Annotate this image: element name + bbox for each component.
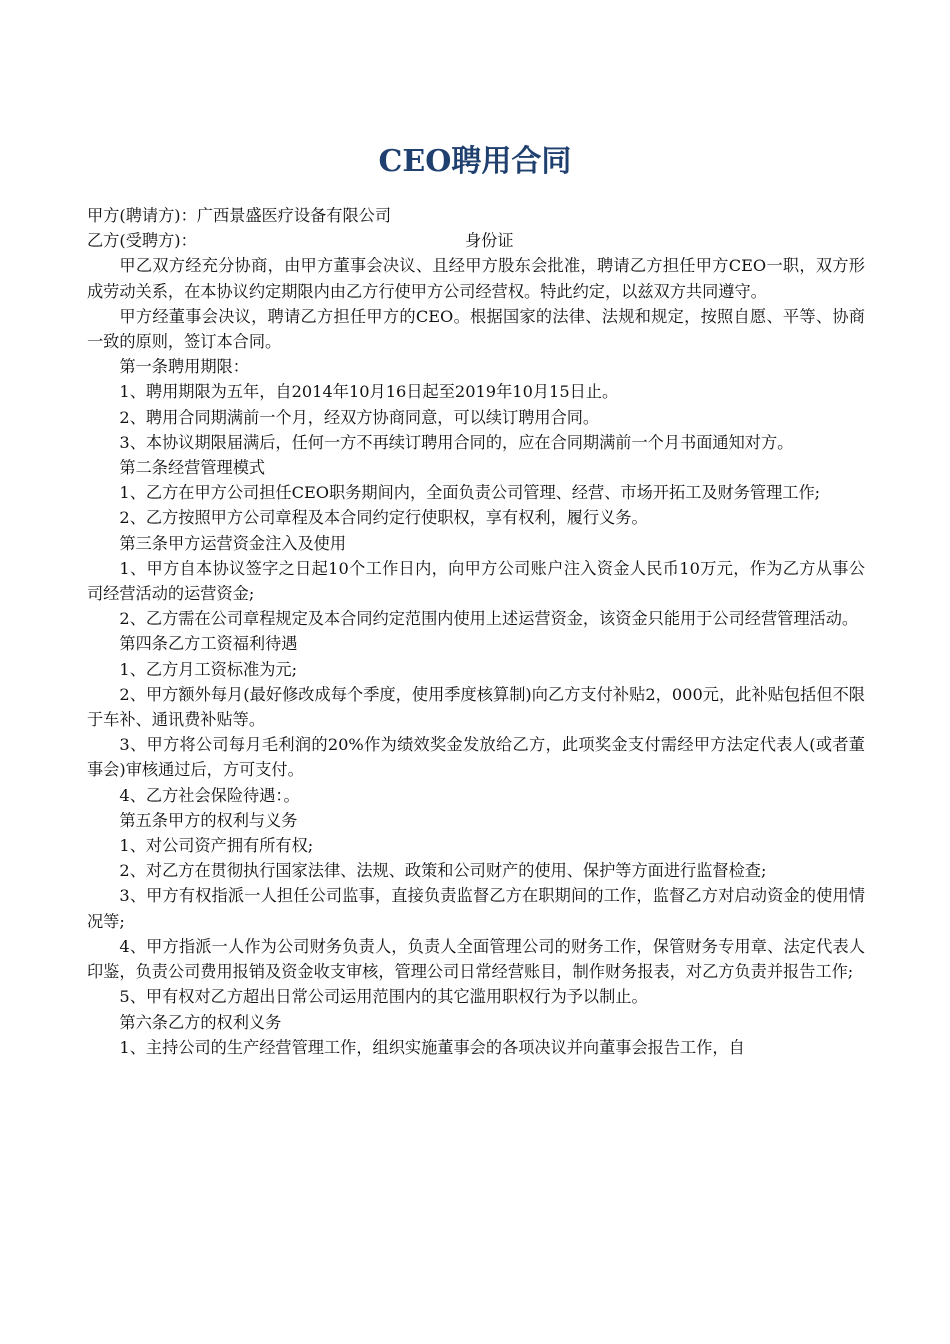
clause: 3、甲方有权指派一人担任公司监事，直接负责监督乙方在职期间的工作，监督乙方对启动资金的使用情况等; xyxy=(87,886,865,931)
document-body xyxy=(87,203,865,1060)
section-heading: 第二条经营管理模式 xyxy=(119,458,266,478)
clause: 2、乙方按照甲方公司章程及本合同约定行使职权，享有权利，履行义务。 xyxy=(119,508,648,528)
clause: 1、聘用期限为五年，自2014年10月16日起至2019年10月15日止。 xyxy=(119,382,619,402)
document-title: CEO聘用合同 xyxy=(378,144,572,179)
section-heading: 第四条乙方工资福利待遇 xyxy=(119,634,298,654)
clause: 1、对公司资产拥有所有权; xyxy=(119,836,314,856)
clause: 4、乙方社会保险待遇：。 xyxy=(119,785,300,805)
paragraph: 甲方经董事会决议，聘请乙方担任甲方的CEO。根据国家的法律、法规和规定，按照自愿、平等、协商一致的原则，签订本合同。 xyxy=(87,306,865,352)
clause: 2、聘用合同期满前一个月，经双方协商同意，可以续订聘用合同。 xyxy=(119,407,600,427)
clause: 1、乙方在甲方公司担任CEO职务期间内，全面负责公司管理、经营、市场开拓工及财务管理工作; xyxy=(119,483,821,503)
clause: 5、甲有权对乙方超出日常公司运用范围内的其它滥用职权行为予以制止。 xyxy=(119,987,648,1007)
clause: 2、乙方需在公司章程规定及本合同约定范围内使用上述运营资金，该资金只能用于公司经营管理活动。 xyxy=(119,609,859,629)
party-b-id-label: 身份证 xyxy=(465,231,514,251)
section-heading: 第五条甲方的权利与义务 xyxy=(119,810,298,830)
clause: 1、乙方月工资标准为元; xyxy=(119,659,298,679)
section-heading: 第六条乙方的权利义务 xyxy=(119,1012,282,1032)
party-a-line: 甲方(聘请方)：广西景盛医疗设备有限公司 xyxy=(87,206,392,225)
clause: 4、甲方指派一人作为公司财务负责人，负责人全面管理公司的财务工作，保管财务专用章、法定代表人印鉴，负责公司费用报销及资金收支审核，管理公司日常经营账目，制作财务报表，对乙方负责并报告工作; xyxy=(87,936,865,982)
section-heading: 第一条聘用期限： xyxy=(119,357,249,377)
clause: 2、对乙方在贯彻执行国家法律、法规、政策和公司财产的使用、保护等方面进行监督检查; xyxy=(119,861,767,881)
party-b-line xyxy=(87,228,865,253)
clause: 2、甲方额外每月(最好修改成每个季度，使用季度核算制)向乙方支付补贴2，000元，此补贴包括但不限于车补、通讯费补贴等。 xyxy=(87,684,865,730)
paragraph: 甲乙双方经充分协商，由甲方董事会决议、且经甲方股东会批准，聘请乙方担任甲方CEO一职，双方形成劳动关系，在本协议约定期限内由乙方行使甲方公司经营权。特此约定，以兹双方共同遵守。 xyxy=(87,256,865,301)
clause: 3、甲方将公司每月毛利润的20%作为绩效奖金发放给乙方，此项奖金支付需经甲方法定代表人(或者董事会)审核通过后，方可支付。 xyxy=(87,735,865,780)
section-heading: 第三条甲方运营资金注入及使用 xyxy=(119,533,347,553)
clause: 3、本协议期限届满后，任何一方不再续订聘用合同的，应在合同期满前一个月书面通知对方。 xyxy=(119,432,794,452)
party-b-label: 乙方(受聘方)： xyxy=(87,231,197,251)
clause: 1、主持公司的生产经营管理工作，组织实施董事会的各项决议并向董事会报告工作，自 xyxy=(119,1037,745,1057)
clause: 1、甲方自本协议签字之日起10个工作日内，向甲方公司账户注入资金人民币10万元，作为乙方从事公司经营活动的运营资金; xyxy=(87,558,865,604)
